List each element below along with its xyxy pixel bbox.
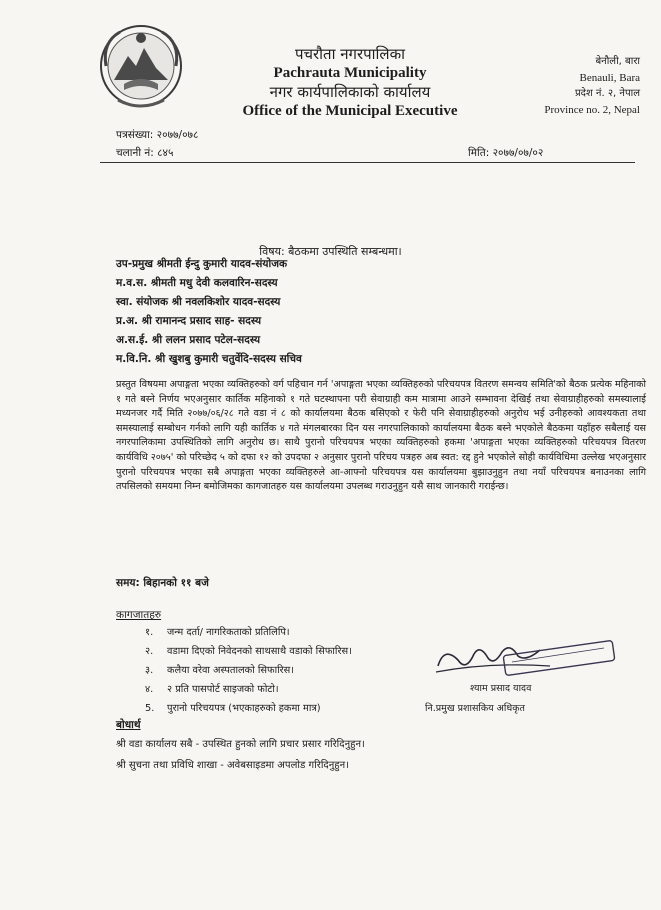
subject-line: विषय: बैठकमा उपस्थिति सम्बन्धमा। — [259, 245, 402, 258]
dispatch-number: चलानी नं: ८४५ — [116, 147, 174, 159]
member-item: उप-प्रमुख श्रीमती ईन्दु कुमारी यादव-संयोजक — [116, 258, 288, 270]
office-name-np: नगर कार्यपालिकाको कार्यालय — [269, 83, 431, 101]
list-item: ३. कलैया वरेवा अस्पतालको सिफारिस। — [145, 665, 294, 676]
member-item: प्र.अ. श्री रामानन्द प्रसाद साह- सदस्य — [116, 315, 262, 327]
member-list — [116, 255, 302, 369]
office-name-en: Office of the Municipal Executive — [242, 103, 458, 119]
office-header — [210, 44, 490, 120]
member-item: म.वि.नि. श्री खुशबु कुमारी चतुर्वेदि-सदस्य सचिव — [116, 353, 302, 365]
member-item: स्वा. संयोजक श्री नवलकिशोर यादव-सदस्य — [116, 296, 281, 308]
documents-list — [145, 623, 352, 718]
address-en: Benauli, Bara — [579, 72, 640, 84]
signatory-title: नि.प्रमुख प्रशासकिय अधिकृत — [425, 703, 525, 714]
municipality-name-np: पचरौता नगरपालिका — [294, 45, 406, 63]
list-item: श्री वडा कार्यालय सबै - उपस्थित हुनको लागि प्रचार प्रसार गरिदिनुहुन। — [116, 739, 365, 750]
nepal-emblem-icon — [98, 22, 184, 108]
header-divider — [100, 162, 635, 163]
list-item: 5. पुरानो परिचयपत्र (भएकाहरुको हकमा मात्र) — [145, 703, 321, 714]
letter-number: पत्रसंख्या: २०७७/०७८ — [116, 129, 199, 141]
cc-list — [116, 734, 365, 776]
list-item: ४. २ प्रति पासपोर्ट साइजको फोटो। — [145, 684, 279, 695]
province-np: प्रदेश नं. २, नेपाल — [574, 88, 640, 99]
member-item: अ.स.ई. श्री ललन प्रसाद पटेल-सदस्य — [116, 334, 261, 346]
municipality-name-en: Pachrauta Municipality — [273, 65, 427, 81]
list-item: श्री सुचना तथा प्रविधि शाखा - अवेबसाइडमा अपलोड गरिदिनुहुन। — [116, 760, 349, 771]
meeting-time: समय: बिहानको ११ बजे — [116, 577, 209, 589]
member-item: म.व.स. श्रीमती मधु देवी कलवारिन-सदस्य — [116, 277, 278, 289]
documents-heading: कागजातहरु — [116, 609, 162, 621]
list-item: १. जन्म दर्ता/ नागरिकताको प्रतिलिपि। — [145, 627, 290, 638]
office-address — [520, 54, 640, 118]
letter-date: मिति: २०७७/०७/०२ — [468, 147, 544, 159]
signatory-name: श्याम प्रसाद यादव — [470, 683, 532, 694]
province-en: Province no. 2, Nepal — [544, 104, 640, 116]
list-item: २. वडामा दिएको निवेदनको साथसाथै वडाको सिफारिस। — [145, 646, 352, 657]
office-stamp-icon — [500, 640, 618, 676]
address-np: बेनौली, बारा — [595, 56, 640, 67]
body-paragraph: प्रस्तुत विषयमा अपाङ्गता भएका व्यक्तिहरुको वर्ग पहिचान गर्न 'अपाङ्गता भएका व्यक्तिहरुको परिचयपत्र वितरण समन्वय समिति'को बैठक प्रत्येक महिनाको १ गते बस्ने निर्णय भएअनुसार कार्तिक महिनाको १ गते घटस्थापना परी सेवाग्राही कम मात्रामा आउने सम्भावना देखिई तथा सेवाग्राहीहरुको समस्यालाई मध्यनजर गर्दै मिति २०७७/०६/२८ गते वडा नं ८ को कार्यालयमा बैठक बसिएको र फेरी पनि सेवाग्राहीहरुको अनुरोध भई उनीहरुको आवश्यकता तथा समस्यालाई सम्बोधन गर्नको लागि यही कार्तिक ४ गते मंगलबारका दिन यस नगरपालिकाको कार्यालयमा बैठक बस्ने भएकोले बैठकमा यहाँहरु सबैलाई यस नगरपालिकामा उपस्थितिको लागि अनुरोध छ। साथै पुरानो परिचयपत्र भएका व्यक्तिहरुको हकमा 'अपाङ्गता भएका व्यक्तिहरुको परिचयपत्र वितरण कार्यविधि २०७५' को परिच्छेद ५ को दफा १२ को उपदफा २ अनुसार पुरानो परिचय पत्रहरु अब स्वत: रद्द हुने भएकोले सोही कार्यविधिमा उल्लेख भएअनुसार पुरानो परिचयपत्र भएका सबै अपाङ्गता भएका व्यक्तिहरुले आ-आफ्नो परिचयपत्र यस कार्यालयमा बुझाउनुहुन तथा नयाँ परिचयपत्र बनाउनका लागि तपसिलको समयमा निम्न बमोजिमका कागजातहरु यस कार्यालयमा उपलब्ध गराउनुहुन यसै साथ जानकारी गराईन्छ। — [116, 379, 646, 493]
cc-heading: बोधार्थ — [116, 719, 141, 731]
